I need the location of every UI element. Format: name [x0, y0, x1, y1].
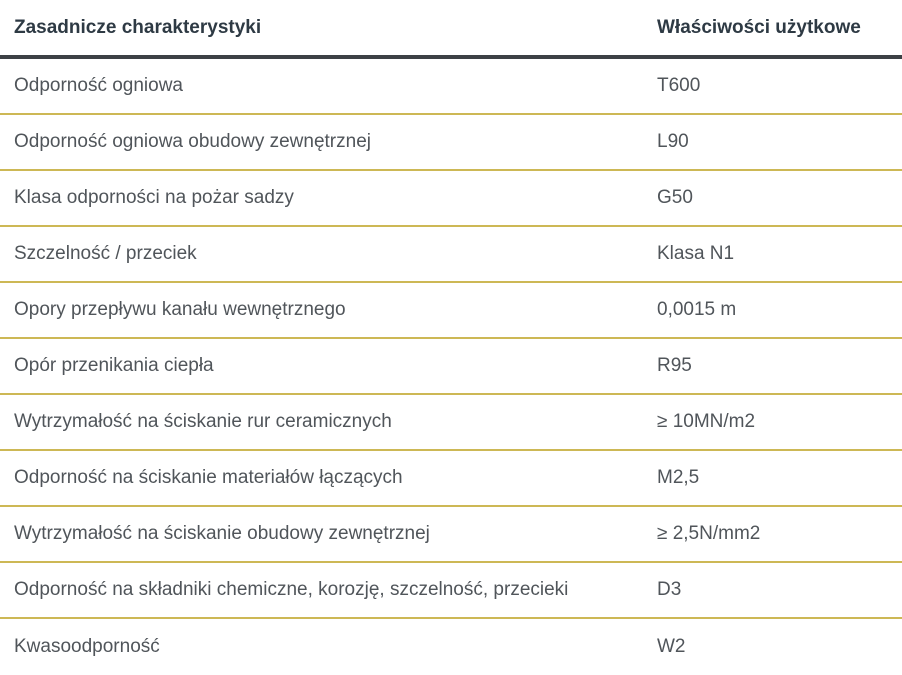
- characteristic-cell: Klasa odporności na pożar sadzy: [14, 187, 294, 208]
- characteristic-cell: Odporność ogniowa obudowy zewnętrznej: [14, 131, 371, 152]
- value-cell: D3: [657, 579, 682, 600]
- table-row: [0, 451, 902, 507]
- characteristic-cell: Wytrzymałość na ściskanie rur ceramicznych: [14, 411, 392, 432]
- table-row: [0, 395, 902, 451]
- value-cell: G50: [657, 187, 693, 208]
- table-body: [0, 59, 902, 675]
- table-row: [0, 563, 902, 619]
- characteristic-cell: Kwasoodporność: [14, 636, 160, 657]
- value-cell: M2,5: [657, 467, 700, 488]
- header-characteristic: Zasadnicze charakterystyki: [14, 16, 262, 38]
- value-cell: R95: [657, 355, 692, 376]
- value-cell: Klasa N1: [657, 243, 735, 264]
- table-row: [0, 619, 902, 675]
- header-value: Właściwości użytkowe: [657, 16, 861, 38]
- characteristic-cell: Opór przenikania ciepła: [14, 355, 214, 376]
- characteristic-cell: Wytrzymałość na ściskanie obudowy zewnętrznej: [14, 523, 430, 544]
- value-cell: ≥ 10MN/m2: [657, 411, 756, 432]
- table-row: [0, 507, 902, 563]
- table-row: [0, 227, 902, 283]
- value-cell: ≥ 2,5N/mm2: [657, 523, 761, 544]
- characteristic-cell: Odporność na ściskanie materiałów łączących: [14, 467, 403, 488]
- table-header-row: [0, 0, 902, 59]
- characteristic-cell: Szczelność / przeciek: [14, 243, 197, 264]
- table-row: [0, 339, 902, 395]
- characteristic-cell: Odporność na składniki chemiczne, korozję, szczelność, przecieki: [14, 579, 569, 600]
- table-row: [0, 283, 902, 339]
- value-cell: 0,0015 m: [657, 299, 737, 320]
- characteristic-cell: Opory przepływu kanału wewnętrznego: [14, 299, 346, 320]
- value-cell: T600: [657, 75, 701, 96]
- characteristic-cell: Odporność ogniowa: [14, 75, 183, 96]
- table-row: [0, 59, 902, 115]
- value-cell: W2: [657, 636, 686, 657]
- table-row: [0, 171, 902, 227]
- table-row: [0, 115, 902, 171]
- value-cell: L90: [657, 131, 689, 152]
